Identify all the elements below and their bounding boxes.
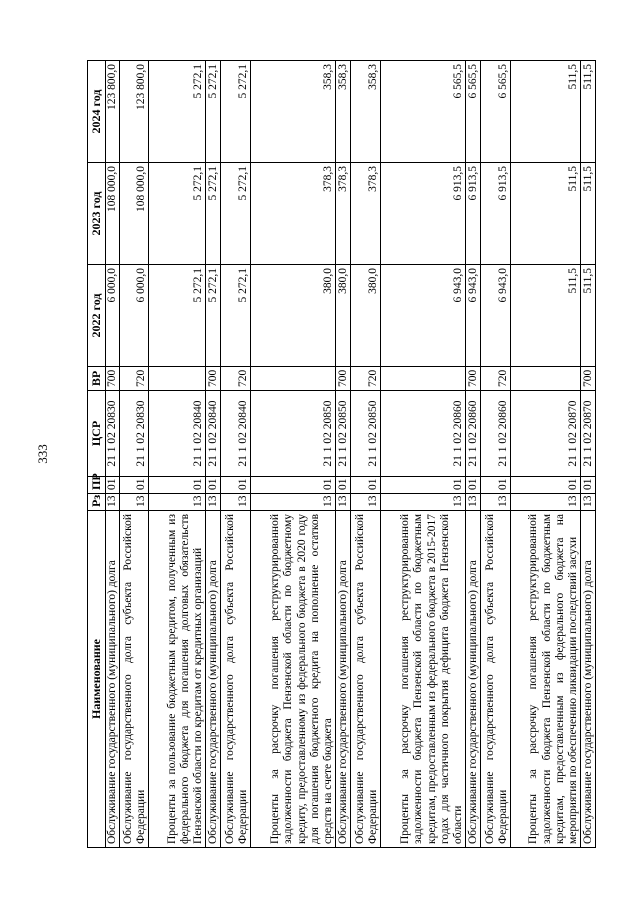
row-vr-cell: 720: [221, 367, 251, 391]
row-vr-cell: 720: [351, 367, 381, 391]
row-name-cell: Проценты за рассрочку погашения реструктурированной задолженности бюджета Пензенской области по бюджетным кредитам, предоставленным из федерального бюджета в 2015-2017 годах для частичного покрытия дефицита бюджета Пензенской области: [381, 511, 466, 848]
row-rz-cell: 13: [106, 494, 120, 511]
row-vr-cell: 700: [336, 367, 351, 391]
row-2023-cell: 378,3: [351, 163, 381, 265]
row-rz-cell: 13: [581, 494, 596, 511]
row-vr-cell: 720: [120, 367, 149, 391]
row-csr-cell: 21 1 02 20840: [221, 391, 251, 477]
row-csr-cell: 21 1 02 20850: [251, 391, 336, 477]
row-2022-cell: 380,0: [251, 265, 336, 367]
row-2023-cell: 511,5: [511, 163, 581, 265]
row-rz-cell: 13: [381, 494, 466, 511]
table-row: [106, 61, 120, 848]
table-row: [120, 61, 149, 848]
row-vr-cell: [511, 367, 581, 391]
header-name: Наименование: [88, 511, 106, 848]
row-2024-cell: 5 272,1: [206, 61, 221, 163]
row-pr-cell: 01: [511, 477, 581, 494]
row-pr-cell: 01: [120, 477, 149, 494]
row-2023-cell: 5 272,1: [206, 163, 221, 265]
row-2022-cell: 6 943,0: [381, 265, 466, 367]
table-row: [481, 61, 511, 848]
row-2024-cell: 358,3: [251, 61, 336, 163]
row-csr-cell: 21 1 02 20850: [351, 391, 381, 477]
row-vr-cell: [381, 367, 466, 391]
row-2022-cell: 5 272,1: [221, 265, 251, 367]
table-row: [149, 61, 206, 848]
row-2022-cell: 6 943,0: [481, 265, 511, 367]
header-2024: 2024 год: [88, 61, 106, 163]
row-pr-cell: 01: [106, 477, 120, 494]
row-pr-cell: 01: [381, 477, 466, 494]
row-pr-cell: 01: [581, 477, 596, 494]
row-2023-cell: 108 000,0: [120, 163, 149, 265]
row-pr-cell: 01: [221, 477, 251, 494]
row-rz-cell: 13: [481, 494, 511, 511]
table-row: [581, 61, 596, 848]
row-rz-cell: 13: [149, 494, 206, 511]
row-name-cell: Обслуживание государственного долга субъекта Российской Федерации: [120, 511, 149, 848]
row-csr-cell: 21 1 02 20870: [581, 391, 596, 477]
row-2024-cell: 511,5: [581, 61, 596, 163]
row-csr-cell: 21 1 02 20860: [481, 391, 511, 477]
row-csr-cell: 21 1 02 20840: [206, 391, 221, 477]
page-number: 333: [35, 444, 50, 464]
row-rz-cell: 13: [511, 494, 581, 511]
header-2023: 2023 год: [88, 163, 106, 265]
table-row: [466, 61, 481, 848]
row-2023-cell: 6 913,5: [466, 163, 481, 265]
row-name-cell: Обслуживание государственного долга субъекта Российской Федерации: [221, 511, 251, 848]
row-vr-cell: [149, 367, 206, 391]
row-2022-cell: 511,5: [511, 265, 581, 367]
row-2022-cell: 5 272,1: [206, 265, 221, 367]
row-name-cell: Проценты за пользование бюджетным кредитом, полученным из федерального бюджета для погашения долговых обязательств Пензенской области по кредитам от кредитных организаций: [149, 511, 206, 848]
row-name-cell: Обслуживание государственного (муниципального) долга: [581, 511, 596, 848]
row-pr-cell: 01: [481, 477, 511, 494]
row-vr-cell: [251, 367, 336, 391]
row-csr-cell: 21 1 02 20840: [149, 391, 206, 477]
table-container: [87, 61, 594, 848]
row-2024-cell: 6 565,5: [381, 61, 466, 163]
row-vr-cell: 700: [206, 367, 221, 391]
row-name-cell: Обслуживание государственного долга субъекта Российской Федерации: [481, 511, 511, 848]
table-row: [251, 61, 336, 848]
row-2024-cell: 6 565,5: [466, 61, 481, 163]
row-rz-cell: 13: [251, 494, 336, 511]
row-csr-cell: 21 1 02 20860: [466, 391, 481, 477]
row-2023-cell: 378,3: [336, 163, 351, 265]
row-name-cell: Обслуживание государственного (муниципального) долга: [206, 511, 221, 848]
table-row: [511, 61, 581, 848]
row-pr-cell: 01: [336, 477, 351, 494]
row-csr-cell: 21 1 02 20860: [381, 391, 466, 477]
table-body: [106, 61, 596, 848]
row-vr-cell: 700: [581, 367, 596, 391]
row-2022-cell: 6 000,0: [106, 265, 120, 367]
budget-table: [87, 60, 596, 848]
row-2022-cell: 6 000,0: [120, 265, 149, 367]
row-pr-cell: 01: [251, 477, 336, 494]
row-2023-cell: 378,3: [251, 163, 336, 265]
row-2023-cell: 6 913,5: [481, 163, 511, 265]
row-2022-cell: 6 943,0: [466, 265, 481, 367]
row-rz-cell: 13: [206, 494, 221, 511]
table-row: [221, 61, 251, 848]
header-pr: ПР: [88, 477, 106, 494]
header-rz: Рз: [88, 494, 106, 511]
row-rz-cell: 13: [336, 494, 351, 511]
table-header-row: [88, 61, 106, 848]
row-name-cell: Проценты за рассрочку погашения реструктурированной задолженности бюджета Пензенской области по бюджетному кредиту, предоставленному из федерального бюджета в 2020 году для погашения бюджетного кредита на пополнение остатков средств на счете бюджета: [251, 511, 336, 848]
row-csr-cell: 21 1 02 20830: [106, 391, 120, 477]
header-csr: ЦСР: [88, 391, 106, 477]
row-rz-cell: 13: [466, 494, 481, 511]
row-2022-cell: 380,0: [351, 265, 381, 367]
header-2022: 2022 год: [88, 265, 106, 367]
row-2024-cell: 358,3: [351, 61, 381, 163]
row-csr-cell: 21 1 02 20870: [511, 391, 581, 477]
table-row: [351, 61, 381, 848]
row-2024-cell: 358,3: [336, 61, 351, 163]
row-name-cell: Проценты за рассрочку погашения реструктурированной задолженности бюджета Пензенской области по бюджетным кредитам, предоставленным из федерального бюджета на мероприятия по обеспечению ликвидации последствий засухи: [511, 511, 581, 848]
row-2023-cell: 6 913,5: [381, 163, 466, 265]
row-rz-cell: 13: [351, 494, 381, 511]
row-vr-cell: 700: [466, 367, 481, 391]
row-pr-cell: 01: [351, 477, 381, 494]
row-2024-cell: 123 800,0: [120, 61, 149, 163]
row-2024-cell: 123 800,0: [106, 61, 120, 163]
table-row: [381, 61, 466, 848]
row-2023-cell: 5 272,1: [149, 163, 206, 265]
row-name-cell: Обслуживание государственного (муниципального) долга: [106, 511, 120, 848]
row-2022-cell: 511,5: [581, 265, 596, 367]
row-csr-cell: 21 1 02 20830: [120, 391, 149, 477]
row-2024-cell: 5 272,1: [221, 61, 251, 163]
table-row: [336, 61, 351, 848]
row-rz-cell: 13: [120, 494, 149, 511]
row-pr-cell: 01: [466, 477, 481, 494]
row-2024-cell: 6 565,5: [481, 61, 511, 163]
row-2023-cell: 5 272,1: [221, 163, 251, 265]
row-rz-cell: 13: [221, 494, 251, 511]
row-pr-cell: 01: [206, 477, 221, 494]
row-vr-cell: 700: [106, 367, 120, 391]
row-vr-cell: 720: [481, 367, 511, 391]
table-row: [206, 61, 221, 848]
row-name-cell: Обслуживание государственного долга субъекта Российской Федерации: [351, 511, 381, 848]
row-pr-cell: 01: [149, 477, 206, 494]
row-2024-cell: 511,5: [511, 61, 581, 163]
row-2024-cell: 5 272,1: [149, 61, 206, 163]
row-2023-cell: 511,5: [581, 163, 596, 265]
row-2022-cell: 380,0: [336, 265, 351, 367]
row-name-cell: Обслуживание государственного (муниципального) долга: [336, 511, 351, 848]
row-2022-cell: 5 272,1: [149, 265, 206, 367]
row-csr-cell: 21 1 02 20850: [336, 391, 351, 477]
row-name-cell: Обслуживание государственного (муниципального) долга: [466, 511, 481, 848]
header-vr: ВР: [88, 367, 106, 391]
row-2023-cell: 108 000,0: [106, 163, 120, 265]
